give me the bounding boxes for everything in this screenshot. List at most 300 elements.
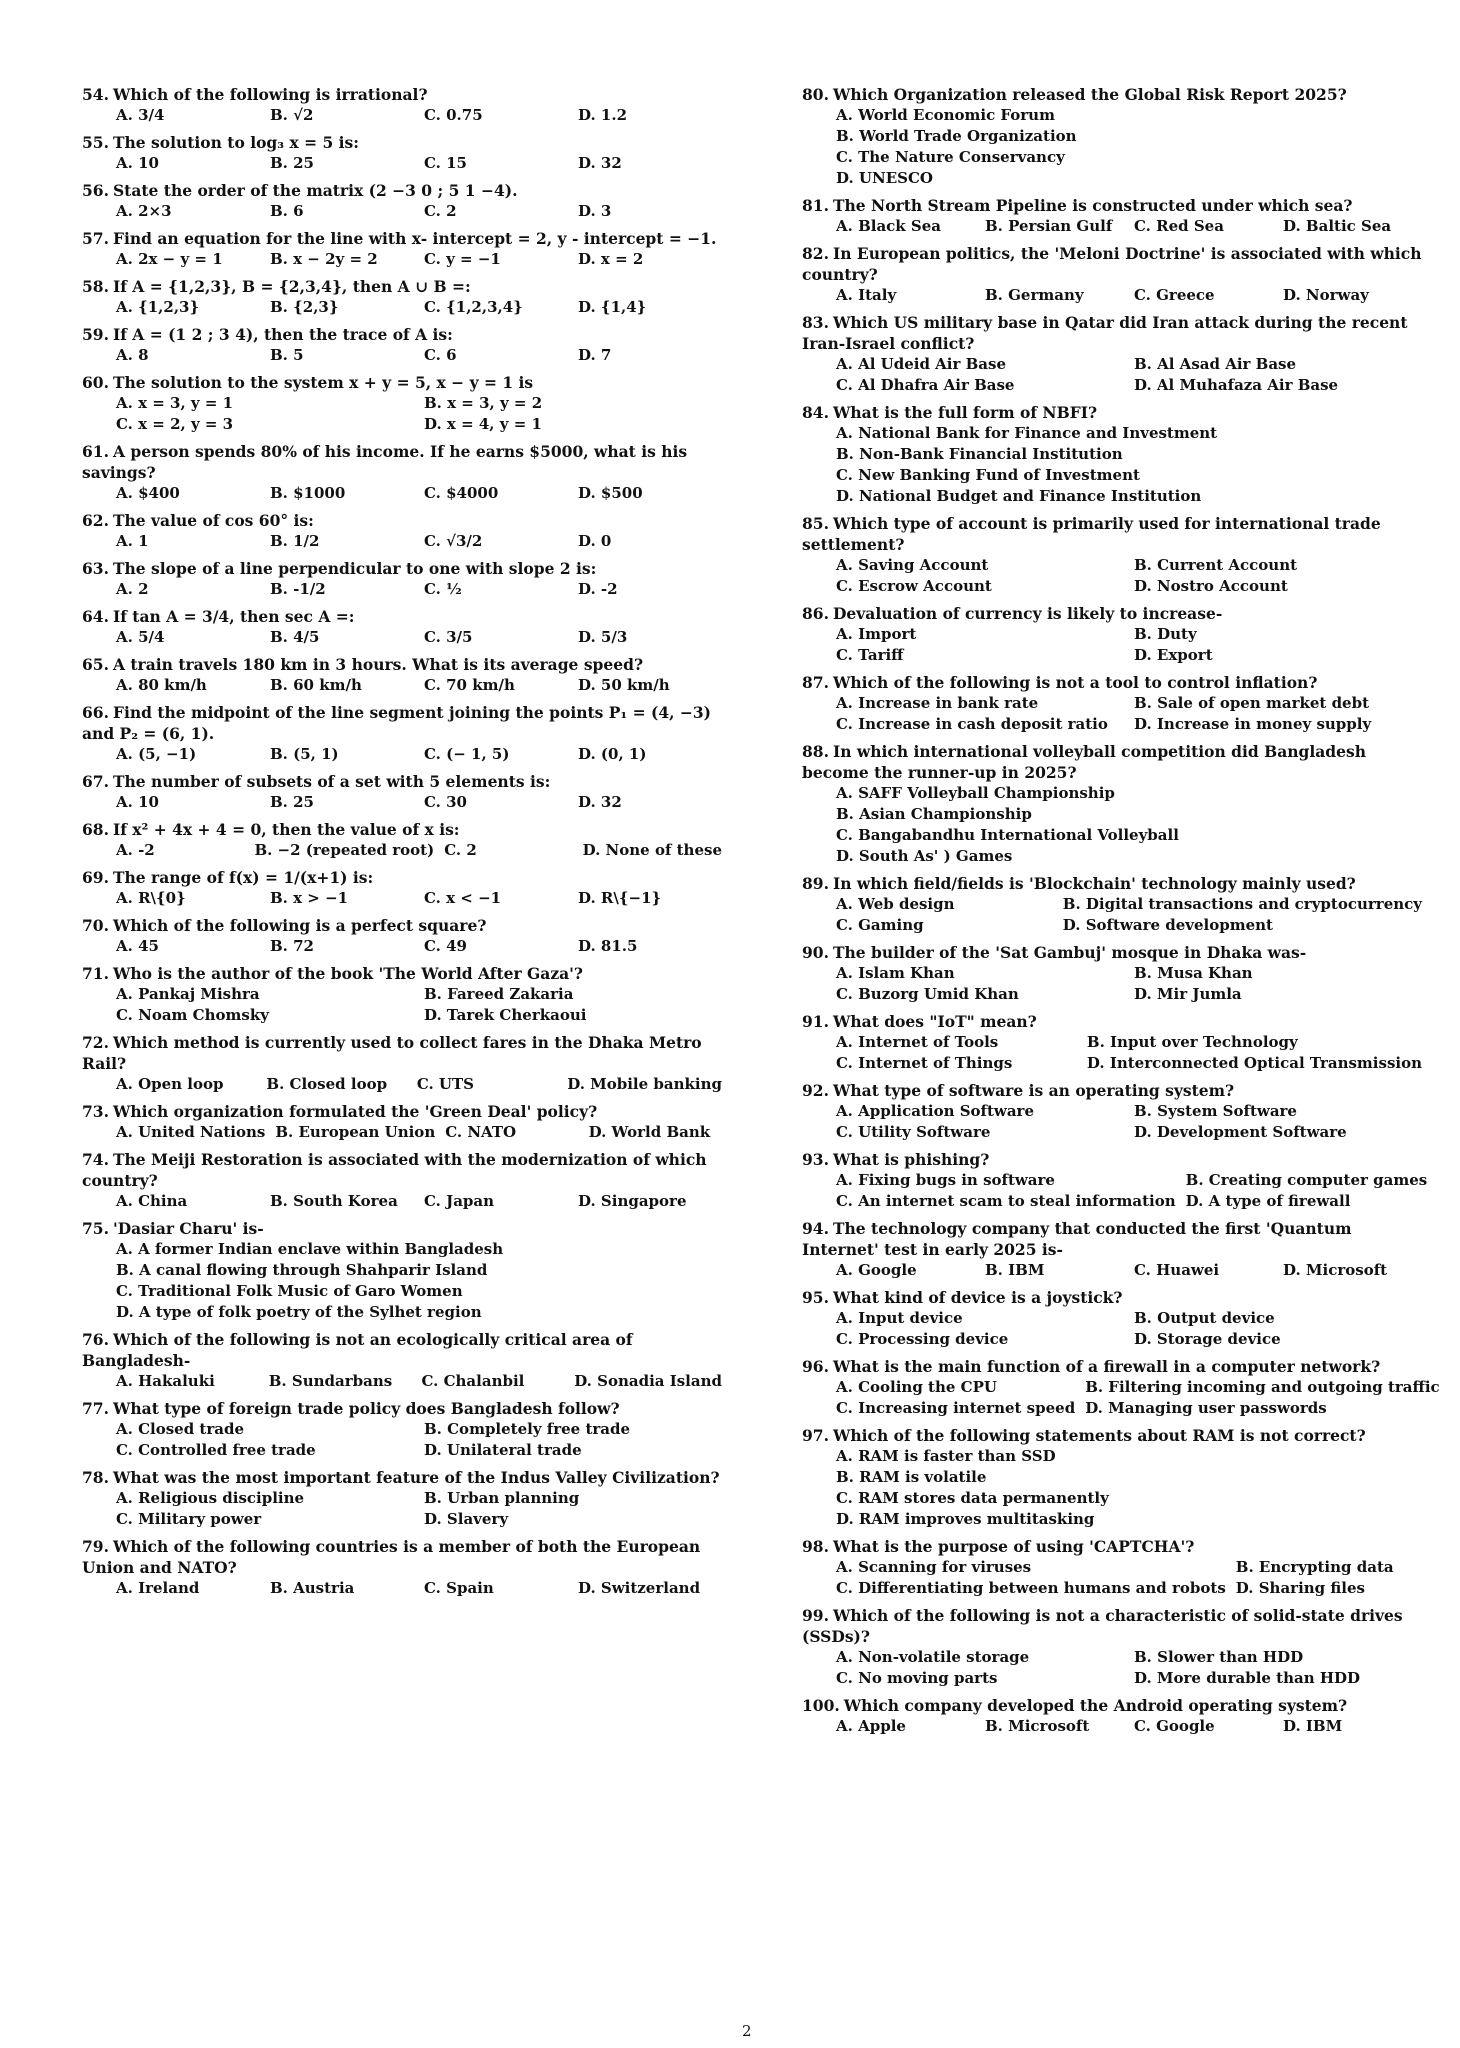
answer-option: C. $4000 xyxy=(424,484,499,502)
answer-option: A. Scanning for viruses xyxy=(836,1558,1032,1576)
question-77 xyxy=(82,1398,722,1461)
question-number: 96. xyxy=(802,1357,829,1376)
options-group xyxy=(82,249,722,270)
answer-option: B. Sale of open market debt xyxy=(1134,694,1370,712)
question-stem xyxy=(802,312,1422,354)
question-stem xyxy=(82,1218,722,1239)
answer-option: C. Processing device xyxy=(836,1330,1009,1348)
answer-option: D. Slavery xyxy=(424,1510,509,1528)
question-text: Find the midpoint of the line segment joining the points P₁ = (4, −3) and P₂ = (6, 1). xyxy=(82,703,712,743)
question-text: The range of f(x) = 1/(x+1) is: xyxy=(112,868,374,887)
question-text: The number of subsets of a set with 5 elements is: xyxy=(112,772,551,791)
question-number: 93. xyxy=(802,1150,829,1169)
question-stem xyxy=(82,1536,722,1578)
question-text: If A = (1 2 ; 3 4), then the trace of A is: xyxy=(112,325,453,344)
question-text: What is the full form of NBFI? xyxy=(832,403,1098,422)
options-group xyxy=(82,345,722,366)
question-63 xyxy=(82,558,722,600)
question-text: Which method is currently used to collect fares in the Dhaka Metro Rail? xyxy=(82,1033,702,1073)
question-text: Which of the following statements about RAM is not correct? xyxy=(832,1426,1366,1445)
options-group xyxy=(802,783,1422,867)
question-stem xyxy=(82,180,722,201)
options-group xyxy=(802,1032,1422,1074)
options-group xyxy=(82,840,722,861)
answer-option: A. 3/4 xyxy=(116,106,165,124)
question-text: Which company developed the Android operating system? xyxy=(843,1696,1348,1715)
answer-option: A. Black Sea xyxy=(836,217,942,235)
question-text: The solution to the system x + y = 5, x − y = 1 is xyxy=(112,373,534,392)
answer-option: A. R\{0} xyxy=(116,889,186,907)
question-text: Which of the following is a perfect square? xyxy=(112,916,487,935)
question-number: 99. xyxy=(802,1606,829,1625)
answer-option: A. 10 xyxy=(116,154,159,172)
answer-option: C. Gaming xyxy=(836,916,924,934)
options-group xyxy=(802,693,1422,735)
question-text: What is the purpose of using 'CAPTCHA'? xyxy=(832,1537,1195,1556)
options-group xyxy=(802,1557,1422,1599)
answer-option: D. National Budget and Finance Institution xyxy=(836,487,1202,505)
answer-option: D. 1.2 xyxy=(578,106,628,124)
question-stem xyxy=(82,324,722,345)
answer-option: C. NATO xyxy=(445,1123,517,1141)
answer-option: B. Filtering incoming and outgoing traffic xyxy=(1085,1378,1440,1396)
answer-option: B. x = 3, y = 2 xyxy=(424,394,543,412)
question-65 xyxy=(82,654,722,696)
answer-option: D. Sonadia Island xyxy=(574,1372,722,1390)
question-74 xyxy=(82,1149,722,1212)
answer-option: C. Differentiating between humans and robots xyxy=(836,1579,1226,1597)
answer-option: D. A type of folk poetry of the Sylhet region xyxy=(116,1303,482,1321)
answer-option: B. Musa Khan xyxy=(1134,964,1253,982)
question-83 xyxy=(802,312,1422,396)
options-group xyxy=(82,792,722,813)
question-stem xyxy=(802,603,1422,624)
answer-option: B. (5, 1) xyxy=(270,745,339,763)
answer-option: B. World Trade Organization xyxy=(836,127,1077,145)
question-text: What is the main function of a firewall in a computer network? xyxy=(832,1357,1381,1376)
question-number: 79. xyxy=(82,1537,109,1556)
question-text: In which field/fields is 'Blockchain' technology mainly used? xyxy=(832,874,1356,893)
question-stem xyxy=(82,867,722,888)
answer-option: A. Apple xyxy=(836,1717,906,1735)
options-group xyxy=(802,1308,1422,1350)
question-95 xyxy=(802,1287,1422,1350)
question-number: 78. xyxy=(82,1468,109,1487)
answer-option: D. World Bank xyxy=(588,1123,711,1141)
question-61 xyxy=(82,441,722,504)
answer-option: B. Asian Championship xyxy=(836,805,1032,823)
answer-option: A. Open loop xyxy=(116,1075,224,1093)
question-number: 67. xyxy=(82,772,109,791)
answer-option: C. Escrow Account xyxy=(836,577,992,595)
answer-option: B. Persian Gulf xyxy=(985,217,1113,235)
answer-option: D. 32 xyxy=(578,154,622,172)
question-text: 'Dasiar Charu' is- xyxy=(112,1219,264,1238)
answer-option: A. Italy xyxy=(836,286,897,304)
question-73 xyxy=(82,1101,722,1143)
answer-option: B. 6 xyxy=(270,202,304,220)
options-group xyxy=(802,354,1422,396)
answer-option: D. Tarek Cherkaoui xyxy=(424,1006,587,1024)
answer-option: B. x > −1 xyxy=(270,889,349,907)
question-89 xyxy=(802,873,1422,936)
options-group xyxy=(802,1101,1422,1143)
options-group xyxy=(82,1191,722,1212)
answer-option: A. 1 xyxy=(116,532,149,550)
question-68 xyxy=(82,819,722,861)
answer-option: C. 3/5 xyxy=(424,628,473,646)
question-text: The Meiji Restoration is associated with the modernization of which country? xyxy=(82,1150,707,1190)
question-text: Who is the author of the book 'The World After Gaza'? xyxy=(112,964,583,983)
question-55 xyxy=(82,132,722,174)
question-82 xyxy=(802,243,1422,306)
question-stem xyxy=(82,1101,722,1122)
question-number: 64. xyxy=(82,607,109,626)
answer-option: A. 10 xyxy=(116,793,159,811)
question-number: 72. xyxy=(82,1033,109,1052)
answer-option: B. 5 xyxy=(270,346,304,364)
question-number: 57. xyxy=(82,229,109,248)
question-text: The value of cos 60° is: xyxy=(112,511,314,530)
question-stem xyxy=(802,1356,1422,1377)
answer-option: B. Slower than HDD xyxy=(1134,1648,1304,1666)
answer-option: C. Huawei xyxy=(1134,1261,1220,1279)
answer-option: D. Sharing files xyxy=(1235,1579,1365,1597)
question-stem xyxy=(82,1032,722,1074)
question-number: 63. xyxy=(82,559,109,578)
answer-option: C. x < −1 xyxy=(424,889,502,907)
answer-option: C. Al Dhafra Air Base xyxy=(836,376,1015,394)
question-81 xyxy=(802,195,1422,237)
answer-option: B. √2 xyxy=(270,106,314,124)
question-stem xyxy=(82,84,722,105)
answer-option: D. Interconnected Optical Transmission xyxy=(1086,1054,1422,1072)
question-text: What type of foreign trade policy does Bangladesh follow? xyxy=(112,1399,620,1418)
answer-option: A. Closed trade xyxy=(116,1420,245,1438)
question-number: 66. xyxy=(82,703,109,722)
answer-option: C. 6 xyxy=(424,346,457,364)
answer-option: B. Urban planning xyxy=(424,1489,580,1507)
question-number: 81. xyxy=(802,196,829,215)
answer-option: C. (− 1, 5) xyxy=(424,745,510,763)
answer-option: A. -2 xyxy=(116,841,155,859)
options-group xyxy=(82,1578,722,1599)
question-text: The North Stream Pipeline is constructed under which sea? xyxy=(832,196,1353,215)
answer-option: C. 0.75 xyxy=(424,106,483,124)
question-stem xyxy=(82,771,722,792)
answer-option: C. An internet scam to steal information xyxy=(836,1192,1176,1210)
options-group xyxy=(82,744,722,765)
answer-option: D. RAM improves multitasking xyxy=(836,1510,1095,1528)
answer-option: B. x − 2y = 2 xyxy=(270,250,378,268)
question-text: Devaluation of currency is likely to increase- xyxy=(832,604,1223,623)
options-group xyxy=(82,1419,722,1461)
question-100 xyxy=(802,1695,1422,1737)
question-text: Which type of account is primarily used for international trade settlement? xyxy=(802,514,1381,554)
answer-option: D. Managing user passwords xyxy=(1085,1399,1327,1417)
question-stem xyxy=(82,276,722,297)
answer-option: A. 45 xyxy=(116,937,159,955)
answer-option: D. 32 xyxy=(578,793,622,811)
answer-option: C. 2 xyxy=(444,841,477,859)
question-number: 68. xyxy=(82,820,109,839)
answer-option: D. Microsoft xyxy=(1283,1261,1388,1279)
answer-option: C. Increase in cash deposit ratio xyxy=(836,715,1108,733)
question-text: Which of the following is not an ecologically critical area of Bangladesh- xyxy=(82,1330,633,1370)
answer-option: C. Utility Software xyxy=(836,1123,991,1141)
question-72 xyxy=(82,1032,722,1095)
answer-option: D. Al Muhafaza Air Base xyxy=(1134,376,1339,394)
answer-option: D. Nostro Account xyxy=(1134,577,1288,595)
question-59 xyxy=(82,324,722,366)
question-number: 71. xyxy=(82,964,109,983)
question-56 xyxy=(82,180,722,222)
options-group xyxy=(82,627,722,648)
question-93 xyxy=(802,1149,1428,1212)
question-number: 70. xyxy=(82,916,109,935)
right-column xyxy=(802,84,1440,1743)
options-group xyxy=(82,579,722,600)
answer-option: A. Non-volatile storage xyxy=(836,1648,1030,1666)
question-number: 65. xyxy=(82,655,109,674)
question-number: 61. xyxy=(82,442,109,461)
options-group xyxy=(82,936,722,957)
question-stem xyxy=(802,1287,1422,1308)
answer-option: A. 8 xyxy=(116,346,149,364)
question-stem xyxy=(802,195,1422,216)
answer-option: C. Tariff xyxy=(836,646,904,664)
question-90 xyxy=(802,942,1422,1005)
answer-option: D. Increase in money supply xyxy=(1134,715,1372,733)
answer-option: D. UNESCO xyxy=(836,169,933,187)
question-number: 94. xyxy=(802,1219,829,1238)
answer-option: B. Microsoft xyxy=(985,1717,1090,1735)
question-58 xyxy=(82,276,722,318)
answer-option: B. Non-Bank Financial Institution xyxy=(836,445,1123,463)
answer-option: C. Internet of Things xyxy=(836,1054,1013,1072)
answer-option: C. No moving parts xyxy=(836,1669,998,1687)
answer-option: D. A type of firewall xyxy=(1185,1192,1351,1210)
answer-option: A. 2x − y = 1 xyxy=(116,250,223,268)
answer-option: B. −2 (repeated root) xyxy=(254,841,435,859)
answer-option: D. Unilateral trade xyxy=(424,1441,582,1459)
answer-option: B. Digital transactions and cryptocurrency xyxy=(1062,895,1422,913)
question-92 xyxy=(802,1080,1422,1143)
question-stem xyxy=(82,606,722,627)
question-text: A person spends 80% of his income. If he earns $5000, what is his savings? xyxy=(82,442,688,482)
answer-option: A. RAM is faster than SSD xyxy=(836,1447,1056,1465)
question-number: 86. xyxy=(802,604,829,623)
question-number: 90. xyxy=(802,943,829,962)
question-62 xyxy=(82,510,722,552)
question-78 xyxy=(82,1467,722,1530)
answer-option: A. Web design xyxy=(836,895,955,913)
question-stem xyxy=(802,1218,1422,1260)
options-group xyxy=(802,1716,1422,1737)
question-stem xyxy=(82,915,722,936)
answer-option: A. Import xyxy=(836,625,917,643)
question-text: What is phishing? xyxy=(832,1150,990,1169)
answer-option: D. 5/3 xyxy=(578,628,628,646)
answer-option: D. Export xyxy=(1134,646,1213,664)
answer-option: C. Noam Chomsky xyxy=(116,1006,269,1024)
question-number: 80. xyxy=(802,85,829,104)
options-group xyxy=(802,1647,1422,1689)
answer-option: A. National Bank for Finance and Investment xyxy=(836,424,1218,442)
question-number: 84. xyxy=(802,403,829,422)
question-stem xyxy=(802,402,1422,423)
answer-option: C. Spain xyxy=(424,1579,494,1597)
options-group xyxy=(802,555,1422,597)
question-stem xyxy=(802,1425,1422,1446)
options-group xyxy=(82,1122,722,1143)
question-text: The builder of the 'Sat Gambuj' mosque in Dhaka was- xyxy=(832,943,1307,962)
question-number: 69. xyxy=(82,868,109,887)
answer-option: B. 72 xyxy=(270,937,314,955)
question-number: 60. xyxy=(82,373,109,392)
answer-option: A. Application Software xyxy=(836,1102,1035,1120)
answer-option: D. R\{−1} xyxy=(578,889,662,907)
question-66 xyxy=(82,702,722,765)
question-stem xyxy=(82,558,722,579)
options-group xyxy=(802,216,1422,237)
question-stem xyxy=(802,513,1422,555)
answer-option: D. IBM xyxy=(1283,1717,1343,1735)
answer-option: B. South Korea xyxy=(270,1192,398,1210)
question-69 xyxy=(82,867,722,909)
answer-option: C. ½ xyxy=(424,580,462,598)
question-number: 77. xyxy=(82,1399,109,1418)
question-stem xyxy=(82,1329,722,1371)
answer-option: C. Greece xyxy=(1134,286,1215,304)
answer-option: C. 70 km/h xyxy=(424,676,515,694)
options-group xyxy=(82,1488,722,1530)
answer-option: A. 5/4 xyxy=(116,628,165,646)
question-80 xyxy=(802,84,1422,189)
question-number: 91. xyxy=(802,1012,829,1031)
answer-option: A. Google xyxy=(836,1261,917,1279)
options-group xyxy=(802,1170,1428,1212)
options-group xyxy=(82,1371,722,1392)
answer-option: A. 2 xyxy=(116,580,149,598)
answer-option: C. Traditional Folk Music of Garo Women xyxy=(116,1282,463,1300)
answer-option: D. {1,4} xyxy=(578,298,647,316)
question-stem xyxy=(82,1398,722,1419)
answer-option: B. System Software xyxy=(1134,1102,1297,1120)
question-76 xyxy=(82,1329,722,1392)
options-group xyxy=(802,1377,1440,1419)
question-number: 73. xyxy=(82,1102,109,1121)
answer-option: C. Controlled free trade xyxy=(116,1441,316,1459)
question-91 xyxy=(802,1011,1422,1074)
answer-option: A. World Economic Forum xyxy=(836,106,1055,124)
answer-option: B. Fareed Zakaria xyxy=(424,985,574,1003)
question-54 xyxy=(82,84,722,126)
question-stem xyxy=(802,1149,1422,1170)
answer-option: A. Ireland xyxy=(116,1579,200,1597)
question-text: Which US military base in Qatar did Iran attack during the recent Iran-Israel conflict? xyxy=(802,313,1408,353)
answer-option: B. Austria xyxy=(270,1579,355,1597)
options-group xyxy=(82,105,722,126)
answer-option: A. Religious discipline xyxy=(116,1489,305,1507)
question-stem xyxy=(802,1536,1422,1557)
question-number: 74. xyxy=(82,1150,109,1169)
question-86 xyxy=(802,603,1422,666)
question-number: 55. xyxy=(82,133,109,152)
question-text: In which international volleyball competition did Bangladesh become the runner-up in 2025? xyxy=(802,742,1366,782)
question-text: If A = {1,2,3}, B = {2,3,4}, then A ∪ B =: xyxy=(112,277,471,296)
answer-option: C. Red Sea xyxy=(1134,217,1224,235)
answer-option: D. Storage device xyxy=(1134,1330,1281,1348)
answer-option: C. Increasing internet speed xyxy=(836,1399,1076,1417)
question-number: 97. xyxy=(802,1426,829,1445)
answer-option: B. $1000 xyxy=(270,484,346,502)
question-text: State the order of the matrix (2 −3 0 ; 5 1 −4). xyxy=(112,181,518,200)
question-number: 87. xyxy=(802,673,829,692)
options-group xyxy=(82,393,722,435)
page-number: 2 xyxy=(742,2022,752,2040)
answer-option: C. 15 xyxy=(424,154,467,172)
answer-option: A. Increase in bank rate xyxy=(836,694,1039,712)
answer-option: C. Japan xyxy=(424,1192,495,1210)
answer-option: A. Pankaj Mishra xyxy=(116,985,260,1003)
options-group xyxy=(82,153,722,174)
answer-option: B. Completely free trade xyxy=(424,1420,631,1438)
answer-option: D. $500 xyxy=(578,484,643,502)
question-98 xyxy=(802,1536,1422,1599)
options-group xyxy=(82,531,722,552)
answer-option: B. Duty xyxy=(1134,625,1197,643)
question-number: 75. xyxy=(82,1219,109,1238)
answer-option: C. RAM stores data permanently xyxy=(836,1489,1109,1507)
question-number: 56. xyxy=(82,181,109,200)
answer-option: D. Switzerland xyxy=(578,1579,701,1597)
answer-option: A. Fixing bugs in software xyxy=(836,1171,1055,1189)
question-text: What was the most important feature of the Indus Valley Civilization? xyxy=(112,1468,720,1487)
question-number: 98. xyxy=(802,1537,829,1556)
options-group xyxy=(802,423,1422,507)
options-group xyxy=(82,888,722,909)
question-stem xyxy=(82,654,722,675)
question-text: Find an equation for the line with x- intercept = 2, y - intercept = −1. xyxy=(112,229,717,248)
question-number: 58. xyxy=(82,277,109,296)
answer-option: D. Baltic Sea xyxy=(1283,217,1392,235)
answer-option: A. United Nations xyxy=(116,1123,266,1141)
answer-option: B. IBM xyxy=(985,1261,1045,1279)
answer-option: D. 3 xyxy=(578,202,612,220)
answer-option: C. UTS xyxy=(416,1075,475,1093)
question-96 xyxy=(802,1356,1440,1419)
answer-option: B. European Union xyxy=(275,1123,436,1141)
answer-option: C. Military power xyxy=(116,1510,262,1528)
answer-option: C. 49 xyxy=(424,937,467,955)
question-stem xyxy=(802,1011,1422,1032)
answer-option: D. (0, 1) xyxy=(578,745,647,763)
answer-option: C. Chalanbil xyxy=(421,1372,525,1390)
answer-option: D. x = 2 xyxy=(578,250,644,268)
question-stem xyxy=(802,1080,1422,1101)
question-stem xyxy=(802,672,1422,693)
question-stem xyxy=(802,741,1422,783)
answer-option: C. 30 xyxy=(424,793,467,811)
answer-option: A. 80 km/h xyxy=(116,676,207,694)
question-stem xyxy=(82,702,722,744)
question-stem xyxy=(82,372,722,393)
answer-option: A. x = 3, y = 1 xyxy=(116,394,234,412)
question-text: The slope of a line perpendicular to one with slope 2 is: xyxy=(112,559,597,578)
answer-option: A. $400 xyxy=(116,484,180,502)
answer-option: B. 25 xyxy=(270,154,314,172)
